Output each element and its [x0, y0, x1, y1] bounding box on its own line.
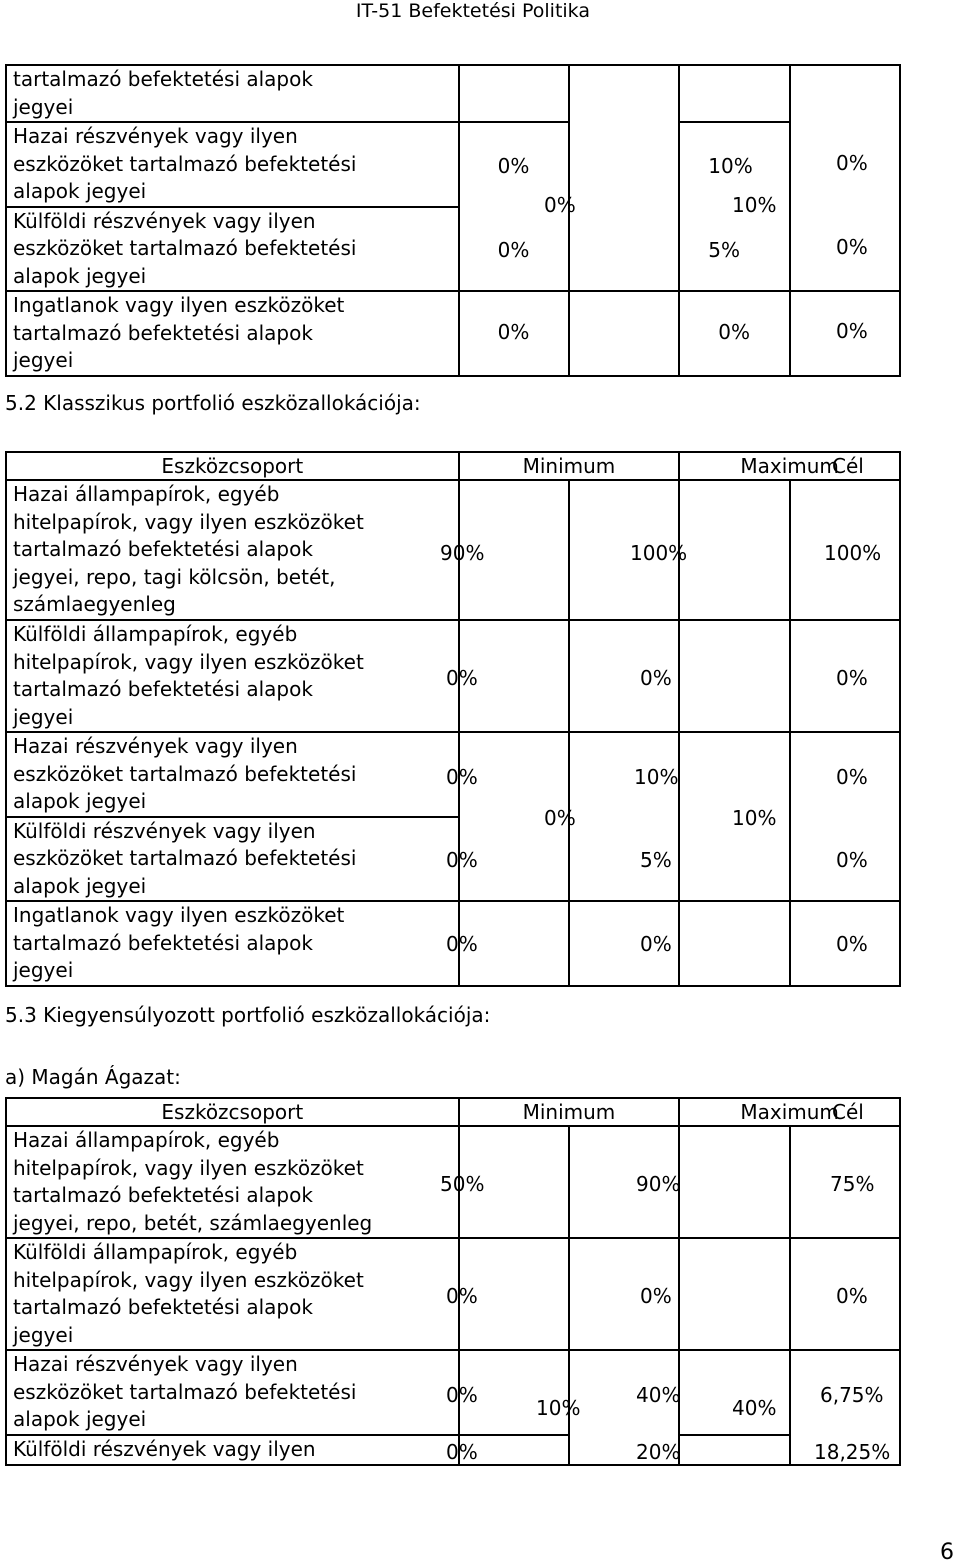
header-asset-class: Eszközcsoport — [6, 1098, 459, 1126]
table-header-row — [6, 1098, 900, 1126]
target-value: 0% — [836, 151, 868, 175]
minimum-value: 0% — [446, 1383, 478, 1407]
label-line: alapok jegyei — [13, 789, 147, 813]
label-line: Hazai részvények vagy ilyen — [13, 1352, 298, 1376]
minimum-value: 0% — [446, 1284, 478, 1308]
asset-class-cell — [6, 1350, 459, 1435]
label-line: jegyei, repo, tagi kölcsön, betét, — [13, 564, 336, 589]
asset-class-cell — [6, 1238, 459, 1350]
minimum-value: 50% — [440, 1172, 485, 1196]
label-line: Külföldi részvények vagy ilyen — [13, 208, 316, 233]
target-value: 0% — [836, 1284, 868, 1308]
label-line: alapok jegyei — [13, 1407, 147, 1431]
section-heading-5-2: 5.2 Klasszikus portfolió eszközallokációja: — [5, 391, 421, 415]
header-minimum: Minimum — [459, 452, 680, 480]
target-value: 0% — [836, 666, 868, 690]
label-line: Ingatlanok vagy ilyen eszközöket — [13, 903, 345, 927]
minimum-value: 0% — [446, 932, 478, 956]
label-line: Hazai részvények vagy ilyen — [13, 734, 298, 758]
maximum-value: 0% — [718, 320, 751, 344]
page-number: 6 — [940, 1540, 954, 1565]
header-minimum: Minimum — [459, 1098, 680, 1126]
minimum-value: 0% — [446, 666, 478, 690]
maximum-value: 0% — [640, 666, 672, 690]
minimum-value: 0% — [446, 1440, 478, 1464]
label-line: jegyei — [13, 958, 74, 982]
section-heading-5-3: 5.3 Kiegyensúlyozott portfolió eszközallokációja: — [5, 1003, 491, 1027]
asset-class-cell — [6, 732, 459, 817]
group-minimum-value: 10% — [536, 1396, 581, 1420]
maximum-value: 5% — [640, 848, 672, 872]
label-line: alapok jegyei — [13, 179, 147, 203]
maximum-value: 10% — [708, 154, 753, 178]
label-line: Külföldi részvények vagy ilyen — [13, 818, 316, 843]
label-line: tartalmazó befektetési alapok — [13, 320, 313, 345]
maximum-value: 40% — [636, 1383, 681, 1407]
asset-class-cell — [6, 1435, 459, 1465]
label-line: alapok jegyei — [13, 873, 147, 898]
minimum-value: 0% — [497, 237, 530, 262]
label-line: tartalmazó befektetési alapok — [13, 67, 313, 91]
asset-class-cell — [6, 291, 459, 376]
target-value: 100% — [824, 541, 882, 565]
label-line: tartalmazó befektetési alapok — [13, 1183, 313, 1207]
minimum-value: 0% — [497, 320, 530, 344]
target-value: 75% — [830, 1172, 875, 1196]
asset-class-cell — [6, 901, 459, 986]
label-line: jegyei — [13, 704, 74, 729]
asset-class-cell — [6, 620, 459, 732]
asset-class-cell — [6, 480, 459, 620]
label-line: jegyei — [13, 348, 74, 372]
table-row — [6, 207, 900, 292]
label-line: hitelpapírok, vagy ilyen eszközöket — [13, 1155, 364, 1180]
label-line: hitelpapírok, vagy ilyen eszközöket — [13, 1267, 364, 1292]
maximum-value: 0% — [640, 932, 672, 956]
maximum-value: 0% — [640, 1284, 672, 1308]
maximum-value: 20% — [636, 1440, 681, 1464]
target-value: 6,75% — [820, 1383, 884, 1407]
table-row — [6, 291, 900, 376]
asset-class-cell — [6, 1126, 459, 1238]
minimum-value: 0% — [497, 154, 530, 178]
page-header: IT-51 Befektetési Politika — [355, 0, 590, 22]
label-line: eszközöket tartalmazó befektetési — [13, 761, 357, 786]
header-asset-class: Eszközcsoport — [6, 452, 459, 480]
label-line: hitelpapírok, vagy ilyen eszközöket — [13, 649, 364, 674]
minimum-value: 0% — [446, 848, 478, 872]
label-line: számlaegyenleg — [13, 592, 176, 617]
label-line: Külföldi állampapírok, egyéb — [13, 622, 298, 646]
target-value: 0% — [836, 235, 868, 259]
group-maximum-value: 40% — [732, 1396, 777, 1420]
label-line: alapok jegyei — [13, 263, 147, 288]
header-target: Cél — [832, 454, 864, 478]
classic-allocation-table — [5, 451, 901, 987]
maximum-value: 10% — [634, 765, 679, 789]
label-line: Ingatlanok vagy ilyen eszközöket — [13, 293, 345, 317]
label-line: jegyei — [13, 94, 74, 119]
header-maximum: Maximum — [679, 452, 900, 480]
label-line: tartalmazó befektetési alapok — [13, 677, 313, 701]
asset-class-cell — [6, 817, 459, 902]
label-line: eszközöket tartalmazó befektetési — [13, 846, 357, 870]
label-line: tartalmazó befektetési alapok — [13, 930, 313, 955]
maximum-value: 100% — [630, 541, 688, 565]
target-value: 0% — [836, 848, 868, 872]
label-line: Külföldi részvények vagy ilyen — [13, 1436, 316, 1461]
label-line: eszközöket tartalmazó befektetési — [13, 1379, 357, 1404]
top-allocation-table — [5, 64, 901, 377]
label-line: Hazai állampapírok, egyéb — [13, 482, 280, 507]
label-line: eszközöket tartalmazó befektetési — [13, 236, 357, 260]
asset-class-cell — [6, 122, 459, 207]
table-row — [6, 65, 900, 122]
group-maximum-value: 10% — [732, 806, 777, 830]
label-line: jegyei, repo, betét, számlaegyenleg — [13, 1210, 373, 1235]
asset-class-cell — [6, 65, 459, 122]
target-value: 0% — [836, 319, 868, 343]
section-subheading: a) Magán Ágazat: — [5, 1065, 181, 1089]
label-line: tartalmazó befektetési alapok — [13, 1295, 313, 1319]
minimum-value: 90% — [440, 541, 485, 565]
table-header-row — [6, 452, 900, 480]
label-line: eszközöket tartalmazó befektetési — [13, 151, 357, 176]
group-minimum-value: 0% — [544, 806, 576, 830]
target-value: 0% — [836, 932, 868, 956]
label-line: Hazai állampapírok, egyéb — [13, 1128, 280, 1152]
target-value: 18,25% — [814, 1440, 891, 1464]
label-line: Külföldi állampapírok, egyéb — [13, 1240, 298, 1264]
label-line: tartalmazó befektetési alapok — [13, 537, 313, 562]
minimum-value: 0% — [446, 765, 478, 789]
target-value: 0% — [836, 765, 868, 789]
maximum-value: 90% — [636, 1172, 681, 1196]
maximum-value: 5% — [708, 237, 741, 262]
label-line: Hazai részvények vagy ilyen — [13, 124, 298, 148]
asset-class-cell — [6, 207, 459, 292]
label-line: jegyei — [13, 1322, 74, 1347]
group-maximum-value: 10% — [732, 193, 777, 217]
header-maximum: Maximum — [679, 1098, 900, 1126]
header-target: Cél — [832, 1100, 864, 1124]
label-line: hitelpapírok, vagy ilyen eszközöket — [13, 509, 364, 534]
group-minimum-value: 0% — [544, 193, 576, 217]
